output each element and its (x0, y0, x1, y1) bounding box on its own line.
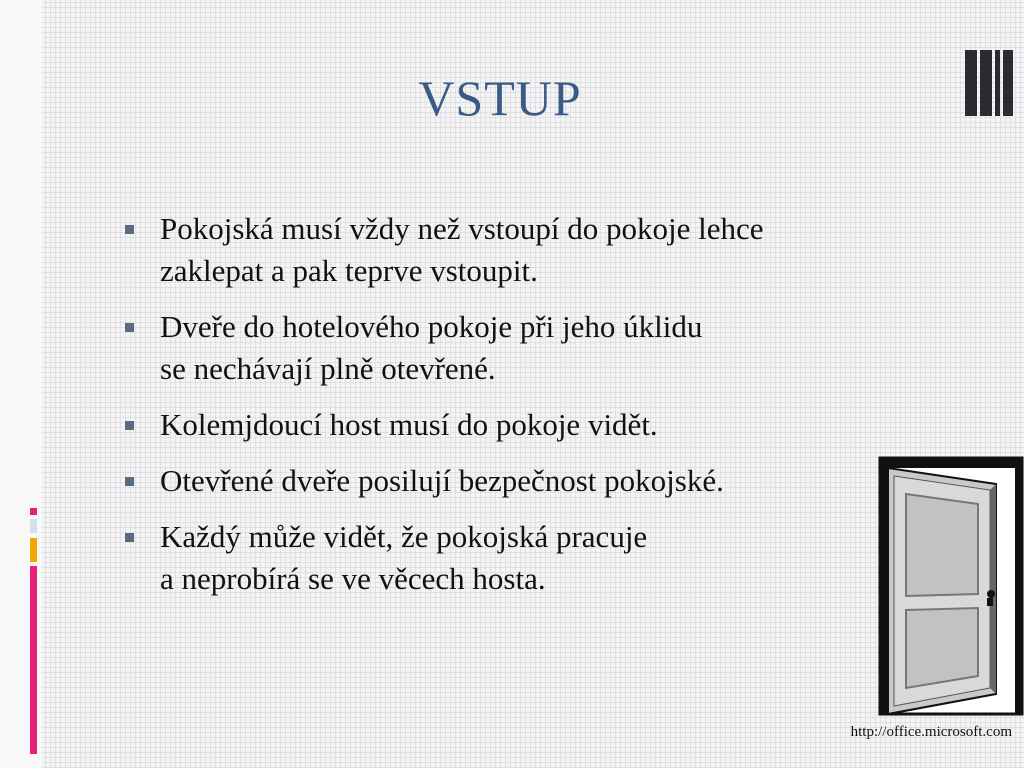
source-credit: http://office.microsoft.com (850, 724, 1012, 740)
slide-title: VSTUP (418, 70, 582, 126)
bullet-text-line: se nechávají plně otevřené. (160, 351, 496, 386)
bullet-text-line: zaklepat a pak teprve vstoupit. (160, 253, 538, 288)
bullet-text-line: a neprobírá se ve věcech hosta. (160, 561, 546, 596)
bullet-square-icon (125, 225, 134, 234)
bullet-item (125, 306, 955, 390)
bullet-item (125, 516, 955, 600)
bullet-square-icon (125, 323, 134, 332)
bullet-text-line: Pokojská musí vždy než vstoupí do pokoje lehce (160, 211, 764, 246)
bullet-text-line: Otevřené dveře posilují bezpečnost pokojské. (160, 463, 724, 498)
bullet-text-line: Dveře do hotelového pokoje při jeho úklidu (160, 309, 703, 344)
bullet-list (125, 208, 955, 614)
bullet-square-icon (125, 421, 134, 430)
accent-bar-yellow (30, 538, 37, 562)
bullet-square-icon (125, 533, 134, 542)
bullet-item (125, 404, 955, 446)
bullet-item (125, 460, 955, 502)
open-door-icon (878, 454, 1024, 716)
bullet-text-line: Každý může vidět, že pokojská pracuje (160, 519, 648, 554)
bullet-square-icon (125, 477, 134, 486)
bullet-text-line: Kolemjdoucí host musí do pokoje vidět. (160, 407, 658, 442)
accent-bar-light-blue (30, 519, 37, 533)
accent-bar-pink-long (30, 566, 37, 754)
bullet-item (125, 208, 955, 292)
accent-bar-pink-small (30, 508, 37, 515)
